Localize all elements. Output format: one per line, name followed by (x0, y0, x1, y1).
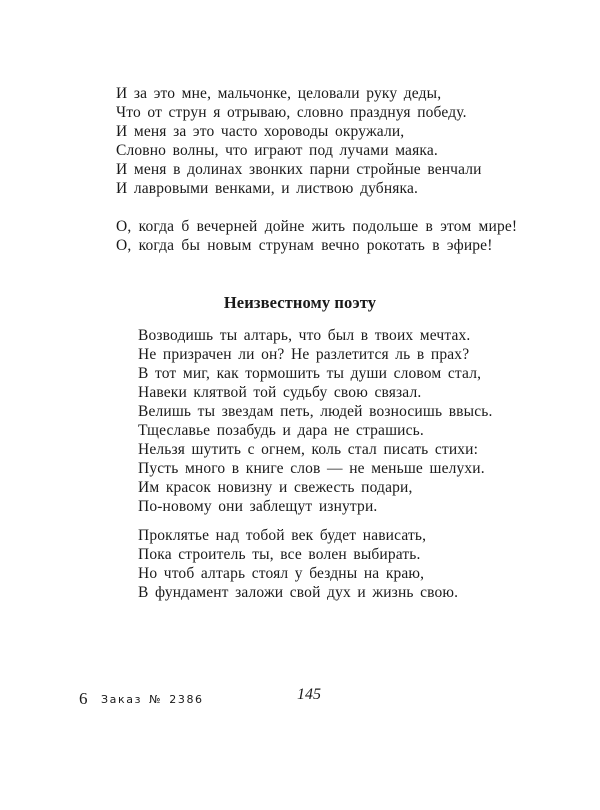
verse-line: Словно волны, что играют под лучами маяка. (116, 142, 438, 159)
verse-line: И за это мне, мальчонке, целовали руку деды, (116, 85, 442, 102)
stanza (116, 84, 482, 198)
print-order-info: Заказ № 2386 (101, 693, 204, 706)
printer-signature-number: 6 (79, 689, 88, 708)
verse-line: И меня в долинах звонких парни стройные венчали (116, 161, 482, 178)
verse-line: Что от струн я отрываю, словно празднуя победу. (116, 104, 467, 121)
verse-line: Навеки клятвой той судьбу свою связал. (138, 384, 422, 401)
page-footer (0, 686, 600, 710)
poem-title: Неизвестному поэту (223, 293, 377, 312)
verse-line: Велишь ты звездам петь, людей возносишь ввысь. (138, 403, 493, 420)
verse-line: Нельзя шутить с огнем, коль стал писать стихи: (138, 441, 479, 458)
stanza (138, 326, 492, 516)
verse-line: Не призрачен ли он? Не разлетится ль в прах? (138, 346, 470, 363)
verse-line: О, когда б вечерней дойне жить подольше в этом мире! (116, 218, 518, 235)
verse-line: Проклятье над тобой век будет нависать, (138, 527, 427, 544)
verse-line: Но чтоб алтарь стоял у бездны на краю, (138, 565, 425, 582)
verse-line: И лавровыми венками, и листвою дубняка. (116, 180, 419, 197)
page-number: 145 (297, 686, 321, 703)
verse-line: По-новому они заблещут изнутри. (138, 498, 378, 515)
verse-line: Тщеславье позабудь и дара не страшись. (138, 422, 424, 439)
verse-line: Возводишь ты алтарь, что был в твоих мечтах. (138, 327, 471, 344)
verse-line: И меня за это часто хороводы окружали, (116, 123, 405, 140)
stanza (116, 217, 517, 255)
verse-line: О, когда бы новым струнам вечно рокотать в эфире! (116, 237, 493, 254)
verse-line: Пока строитель ты, все волен выбирать. (138, 546, 421, 563)
verse-line: Им красок новизну и свежесть подари, (138, 479, 413, 496)
verse-line: Пусть много в книге слов — не меньше шелухи. (138, 460, 485, 477)
verse-line: В тот миг, как тормошить ты души словом стал, (138, 365, 482, 382)
stanza (138, 526, 458, 602)
verse-line: В фундамент заложи свой дух и жизнь свою. (138, 584, 459, 601)
